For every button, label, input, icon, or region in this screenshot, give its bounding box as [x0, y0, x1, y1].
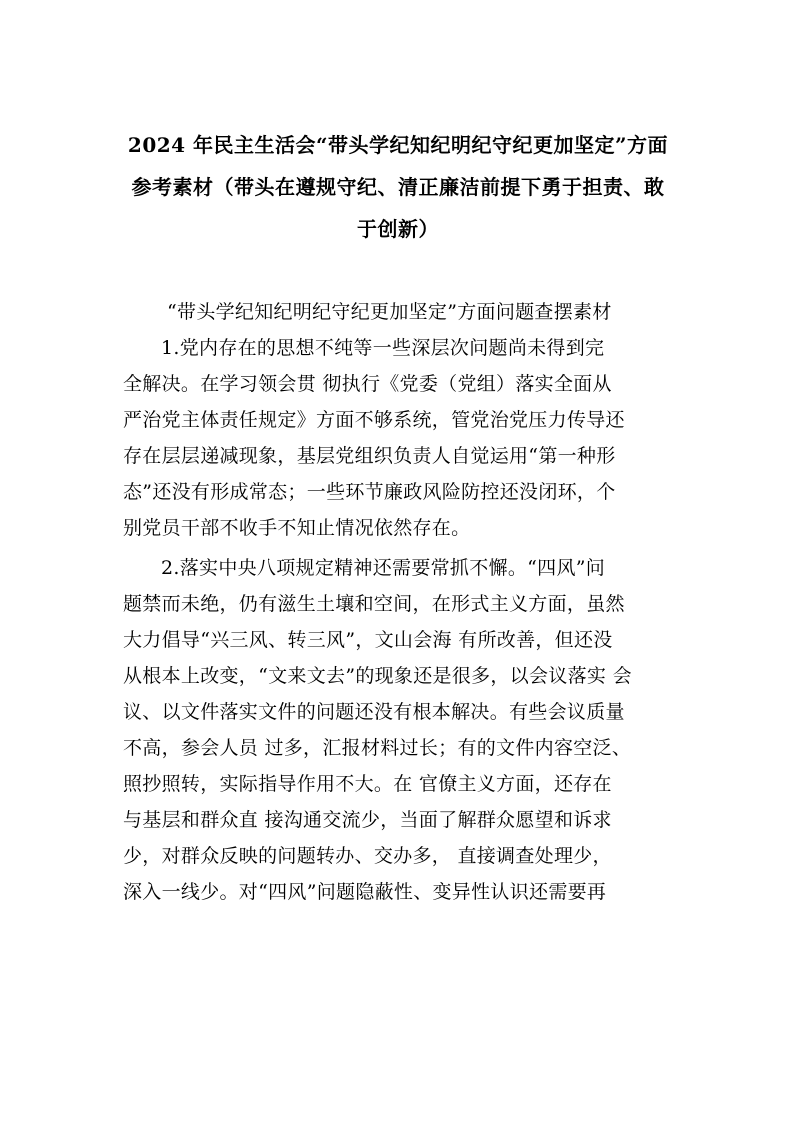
paragraph-line: 2.落实中央八项规定精神还需要常抓不懈。“四风”问 — [161, 557, 606, 579]
paragraph-line: 大力倡导“兴三风、转三风”，文山会海 有所改善，但还没 — [123, 629, 613, 651]
paragraph-line: 严治党主体责任规定》方面不够系统，管党治党压力传导还 — [123, 409, 625, 431]
title-line: 于创新） — [357, 217, 439, 241]
paragraph-2 — [123, 550, 671, 910]
document-title — [118, 124, 678, 250]
subheading-text: “带头学纪知纪明纪守纪更加坚定”方面问题查摆素材 — [167, 301, 612, 323]
paragraph-line: 少，对群众反映的问题转办、交办多， 直接调查处理少， — [123, 845, 612, 867]
paragraph-line: 态”还没有形成常态；一些环节廉政风险防控还没闭环，个 — [123, 481, 616, 503]
title-line: 2024 年民主生活会“带头学纪知纪明纪守纪更加坚定”方面 — [127, 133, 669, 157]
section-subheading — [123, 294, 671, 330]
paragraph-line: 与基层和群众直 接沟通交流少，当面了解群众愿望和诉求 — [123, 809, 612, 831]
paragraph-line: 别党员干部不收手不知止情况依然存在。 — [123, 517, 471, 539]
paragraph-line: 1.党内存在的思想不纯等一些深层次问题尚未得到完 — [161, 337, 605, 359]
paragraph-line: 议、以文件落实文件的问题还没有根本解决。有些会议质量 — [123, 701, 625, 723]
paragraph-line: 全解决。在学习领会贯 彻执行《党委（党组）落实全面从 — [123, 373, 612, 395]
paragraph-line: 从根本上改变，“文来文去”的现象还是很多，以会议落实 会 — [123, 665, 632, 687]
paragraph-line: 题禁而未绝，仍有滋生土壤和空间，在形式主义方面，虽然 — [123, 593, 625, 615]
paragraph-line: 不高，参会人员 过多，汇报材料过长；有的文件内容空泛、 — [123, 737, 632, 759]
paragraph-line: 深入一线少。对“四风”问题隐蔽性、变异性认识还需要再 — [123, 881, 607, 903]
paragraph-line: 照抄照转，实际指导作用不大。在 官僚主义方面，还存在 — [123, 773, 612, 795]
title-line: 参考素材（带头在遵规守纪、清正廉洁前提下勇于担责、敢 — [131, 175, 665, 199]
document-body — [123, 294, 671, 910]
paragraph-1 — [123, 330, 671, 546]
paragraph-line: 存在层层递减现象，基层党组织负责人自觉运用“第一种形 — [123, 445, 616, 467]
